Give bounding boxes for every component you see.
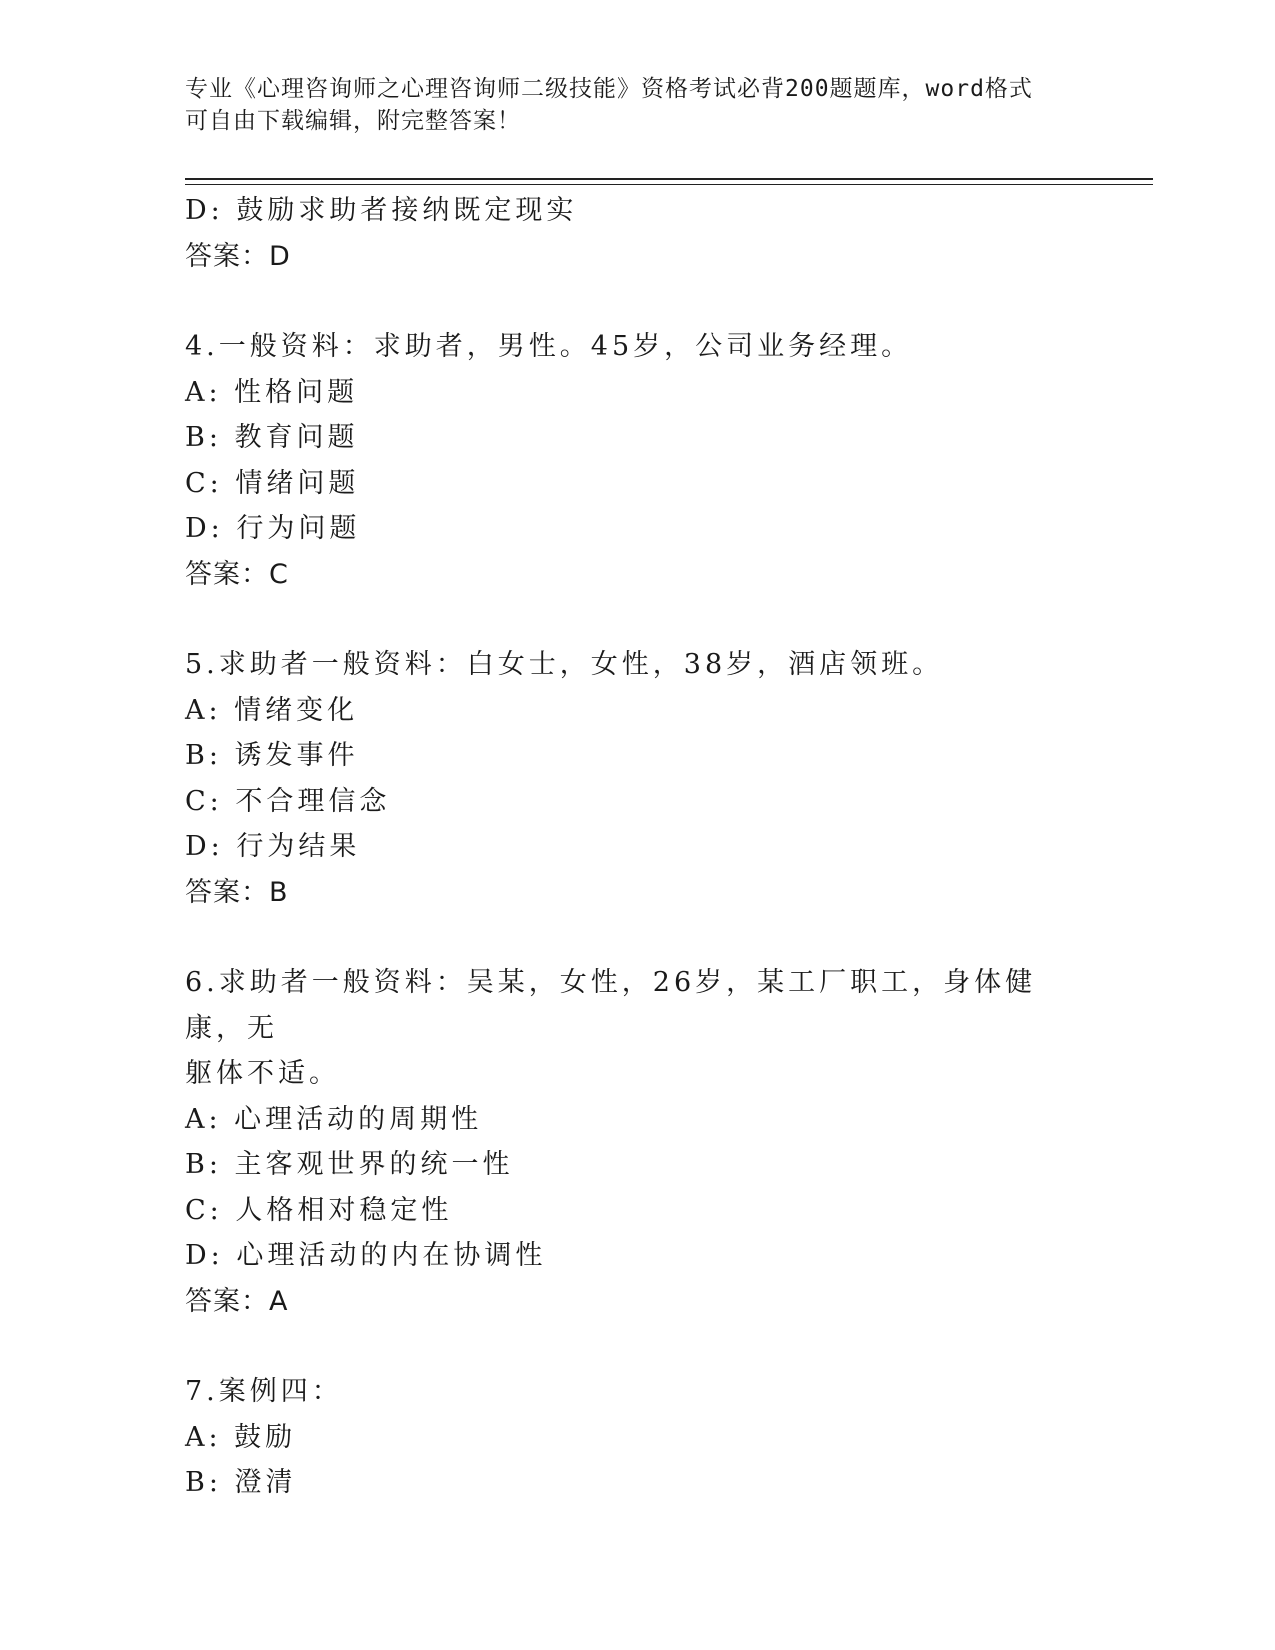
option-c: C: 不合理信念	[185, 785, 391, 817]
option-c: C: 情绪问题	[185, 467, 360, 499]
question-title: 4.一般资料：求助者，男性。45岁，公司业务经理。	[185, 331, 913, 362]
option-d: D: 鼓励求助者接纳既定现实	[185, 195, 578, 226]
answer: 答案：C	[185, 558, 289, 590]
option-b: B: 澄清	[185, 1467, 297, 1498]
question-title: 5.求助者一般资料：白女士，女性，38岁，酒店领班。	[185, 649, 944, 680]
header-rule-thin	[185, 184, 1153, 185]
header-rule-thick	[185, 178, 1153, 180]
question-title: 7.案例四：	[185, 1376, 343, 1407]
question-title-line-2: 躯体不适。	[185, 1058, 340, 1089]
answer: 答案：B	[185, 876, 289, 908]
question-7	[185, 1369, 1085, 1506]
question-title-line-1: 6.求助者一般资料：吴某，女性，26岁，某工厂职工，身体健康，无	[185, 967, 1037, 1044]
question-list	[185, 188, 1085, 1506]
option-b: B: 诱发事件	[185, 740, 359, 771]
option-a: A: 心理活动的周期性	[185, 1103, 483, 1135]
header-line-2: 可自由下载编辑，附完整答案！	[185, 108, 521, 134]
header-line-1: 专业《心理咨询师之心理咨询师二级技能》资格考试必背200题题库，word格式	[185, 76, 1033, 102]
question-6	[185, 960, 1085, 1324]
option-b: B: 教育问题	[185, 422, 359, 453]
answer: 答案：D	[185, 240, 291, 272]
option-b: B: 主客观世界的统一性	[185, 1149, 514, 1180]
option-a: A: 情绪变化	[185, 694, 359, 726]
option-d: D: 行为结果	[185, 831, 361, 862]
document-header	[185, 73, 1065, 137]
option-c: C: 人格相对稳定性	[185, 1194, 453, 1226]
answer: 答案：A	[185, 1285, 289, 1317]
option-d: D: 行为问题	[185, 513, 361, 544]
option-a: A: 性格问题	[185, 376, 359, 408]
option-a: A: 鼓励	[185, 1421, 297, 1453]
question-4	[185, 324, 1085, 597]
question-5	[185, 642, 1085, 915]
option-d: D: 心理活动的内在协调性	[185, 1240, 547, 1271]
